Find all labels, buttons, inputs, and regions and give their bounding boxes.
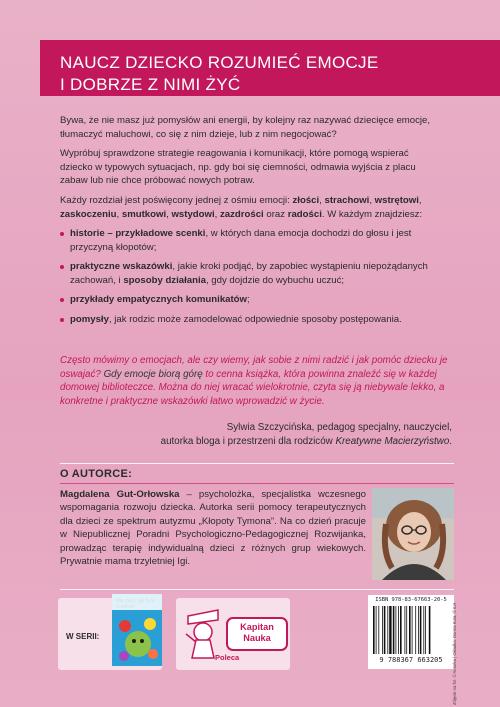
bullet-icon — [60, 318, 64, 322]
series-book-cover — [112, 594, 162, 666]
divider — [60, 463, 454, 464]
barcode-bar — [400, 606, 402, 654]
divider — [60, 589, 454, 590]
title-line-2: I DOBRZE Z NIMI ŻYĆ — [60, 75, 241, 94]
endorsement-quote: Często mówimy o emocjach, ale czy wiemy, jak sobie z nimi radzić i jak pomóc dziecku je oswajać? Gdy emocje biorą górę to cenna książka, która powinna znaleźć się w każdej domowej biblioteczce. Można do niej wracać wielokrotnie, czyta się ją niebywale lekko, a konkretne i praktyczne wskazówki łatwo wprowadzić w życie. — [60, 355, 448, 407]
list-item: pomysły, jak rodzic może zamodelować odpowiednie sposoby postępowania. — [60, 313, 438, 327]
list-item: praktyczne wskazówki, jakie kroki podjąć, by zapobiec wystąpieniu niepożądanych zachowań, i sposoby działania, gdy dojdzie do wybuchu uczuć; — [60, 260, 438, 287]
barcode-bar — [378, 606, 379, 654]
author-heading: O AUTORCE: — [60, 468, 133, 480]
barcode-bar — [389, 606, 391, 654]
book-illustration-icon — [112, 594, 162, 666]
title-banner — [40, 40, 500, 96]
author-bio: Magdalena Gut-Orłowska – psycholożka, specjalistka wczesnego wspomagania rozwoju dziecka. Autorka serii pomocy terapeutycznych dla dzieci ze spektrum autyzmu „Kłopoty Tymona”. Na co dzień pracuje w Niepublicznej Poradni Psychologiczno-Pedagogicznej Rozwijanka, prowadząc terapię indywidualną dzieci z różnych grup wiekowych. Prywatnie mama trzyletniej Igi. — [60, 489, 366, 568]
side-credit: Zdjęcie na fot. © Autorka | Okładka: Dorota Kuta, © ILH — [452, 602, 457, 705]
poleca-label: Poleca — [215, 653, 240, 662]
barcode-bar — [393, 606, 395, 654]
kapitan-nauka-logo: Kapitan Nauka — [226, 617, 288, 651]
barcode-bar — [405, 606, 406, 654]
barcode-bar — [396, 606, 397, 654]
barcode-bar — [373, 606, 375, 654]
isbn-barcode: ISBN 978-83-67663-20-5 9 788367 663205 — [368, 595, 454, 669]
bullet-icon — [60, 232, 64, 236]
list-item: przykłady empatycznych komunikatów; — [60, 293, 438, 307]
barcode-bar — [415, 606, 416, 654]
page-title — [40, 40, 500, 96]
title-line-1: NAUCZ DZIECKO ROZUMIEĆ EMOCJE — [60, 53, 379, 72]
barcode-bar — [398, 606, 399, 654]
author-photo — [372, 488, 454, 580]
intro-paragraph-1: Bywa, że nie masz już pomysłów ani energii, by kolejny raz nazywać dziecięce emocje, tłumaczyć maluchowi, co się z nim dzieje, lub z nim negocjować? — [60, 115, 431, 140]
bullet-icon — [60, 298, 64, 302]
barcode-bar — [382, 606, 383, 654]
intro-paragraph-2: Wypróbuj sprawdzone strategie reagowania i komunikacji, które pomogą wspierać dziecko w typowych sytuacjach, np. gdy boi się ciemności, odmawia wyjścia z placu zabaw lub nie chce próbować nowych potraw. — [60, 148, 416, 187]
barcode-bar — [423, 606, 424, 654]
series-label: W SERII: — [66, 632, 100, 641]
barcode-bar — [409, 606, 411, 654]
barcode-bar — [425, 606, 426, 654]
author-portrait-icon — [372, 488, 454, 580]
feature-list — [60, 227, 438, 333]
barcode-icon — [372, 606, 450, 654]
kapitan-nauka-mascot-icon — [182, 606, 224, 660]
bullet-icon — [60, 265, 64, 269]
divider — [60, 483, 454, 484]
list-item: historie – przykładowe scenki, w których dana emocja dochodzi do głosu i jest przyczyną kłopotów; — [60, 227, 438, 254]
barcode-bar — [384, 606, 386, 654]
barcode-bar — [406, 606, 407, 654]
endorsement-signature: Sylwia Szczycińska, pedagog specjalny, nauczyciel, autorka bloga i przestrzeni dla rodziców Kreatywne Macierzyństwo. — [160, 422, 452, 447]
barcode-bar — [418, 606, 419, 654]
barcode-bar — [429, 606, 431, 654]
barcode-bar — [376, 606, 377, 654]
barcode-bar — [420, 606, 422, 654]
barcode-bar — [412, 606, 413, 654]
intro-paragraph-3: Każdy rozdział jest poświęcony jednej z ośmiu emocji: złości, strachowi, wstrętowi, zaskoczeniu, smutkowi, wstydowi, zazdrości oraz radości. W każdym znajdziesz: — [60, 195, 423, 220]
barcode-bar — [387, 606, 388, 654]
